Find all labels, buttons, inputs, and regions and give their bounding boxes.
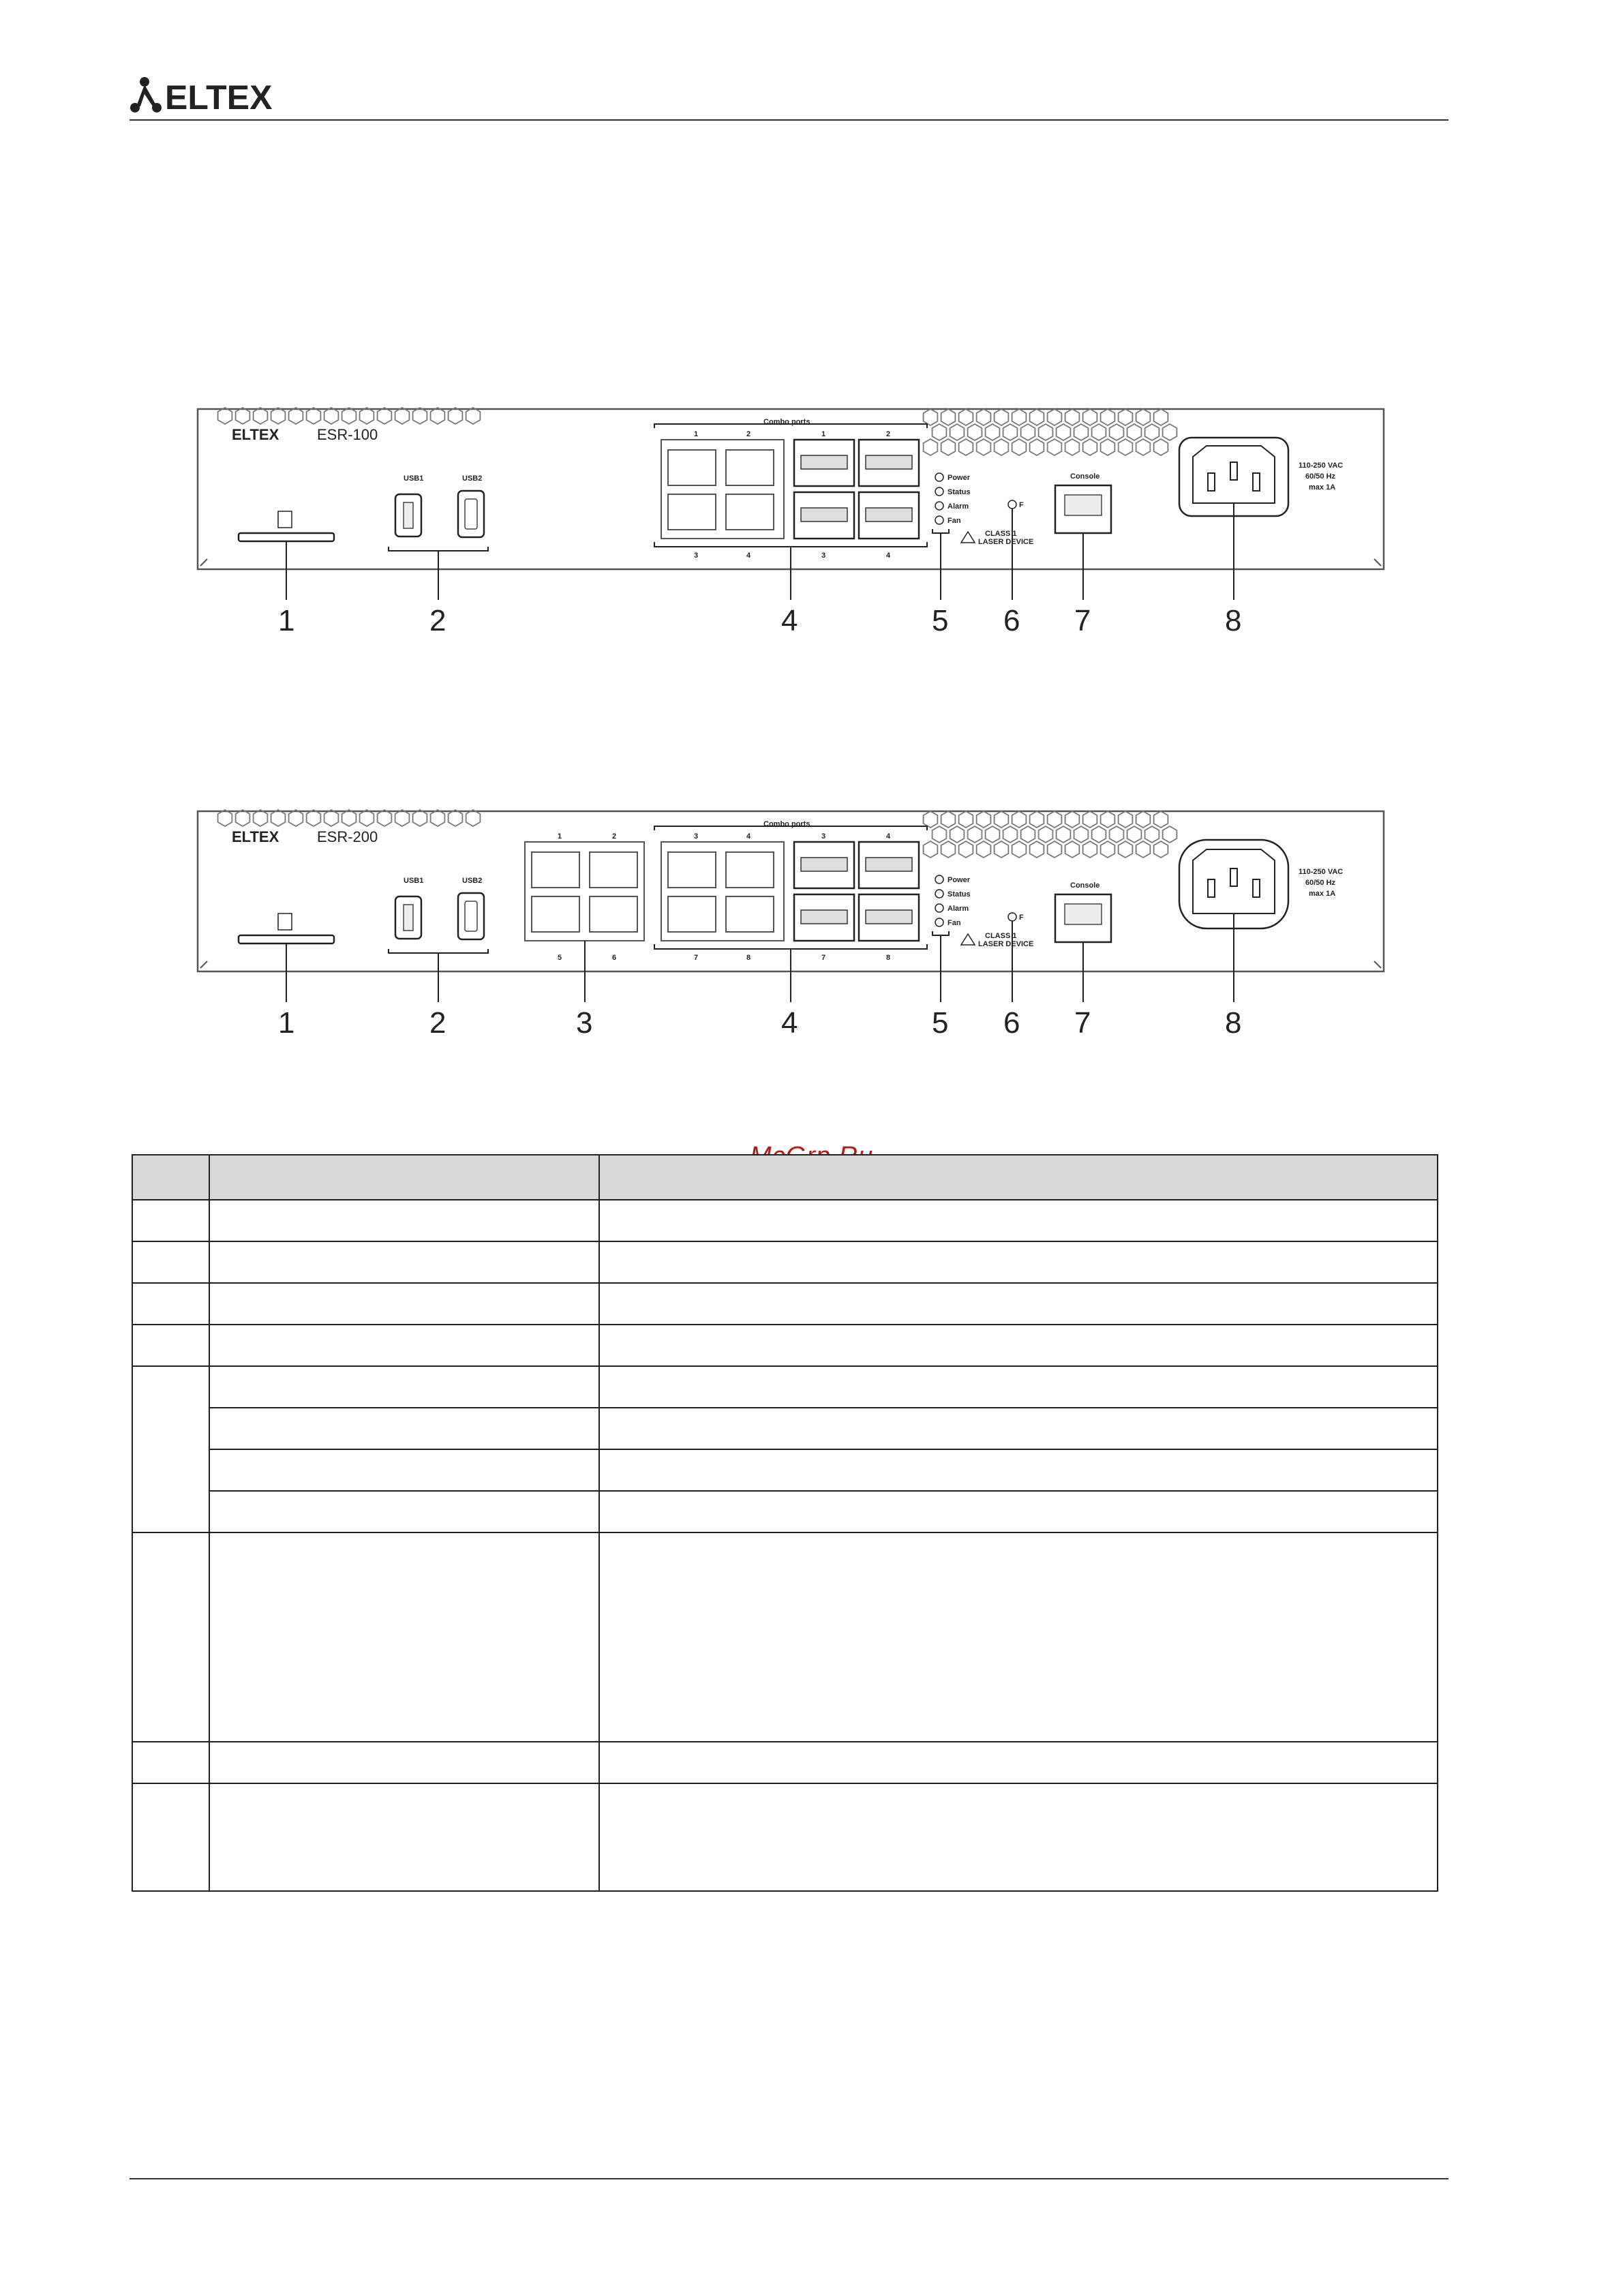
combo-top-num: 3	[821, 832, 826, 841]
power-spec-line: 110-250 VAC	[1299, 868, 1344, 876]
rj45-jack[interactable]	[668, 852, 716, 888]
table-cell	[599, 1155, 1438, 1200]
callout-number: 2	[429, 604, 446, 637]
table-cell	[599, 1532, 1438, 1742]
console-label: Console	[1070, 472, 1100, 481]
table-row	[132, 1325, 1438, 1366]
rj45-jack[interactable]	[668, 896, 716, 932]
table-cell	[132, 1200, 209, 1241]
laser-device-label: LASER DEVICE	[978, 940, 1034, 948]
power-led	[935, 473, 943, 481]
table-row	[132, 1200, 1438, 1241]
table-cell	[599, 1283, 1438, 1325]
table-cell	[132, 1241, 209, 1283]
reset-button[interactable]	[1008, 500, 1016, 509]
status-led	[935, 890, 943, 898]
table-row	[132, 1783, 1438, 1891]
combo-bottom-num: 8	[746, 954, 751, 962]
power-spec-line: max 1A	[1309, 483, 1336, 492]
panel-brand: ELTEX	[232, 828, 279, 845]
footer-rule	[130, 2178, 1448, 2179]
panel-brand: ELTEX	[232, 426, 279, 443]
eltex-logo	[130, 76, 307, 117]
combo-top-num: 2	[746, 430, 751, 438]
rj45-top-num: 2	[612, 832, 617, 841]
combo-title: Combo ports	[763, 418, 810, 426]
callout-number: 3	[576, 1006, 593, 1040]
combo-top-num: 4	[886, 832, 891, 841]
table-cell	[209, 1366, 599, 1408]
table-cell	[132, 1366, 209, 1532]
table-cell	[209, 1241, 599, 1283]
power-spec-line: 110-250 VAC	[1299, 462, 1344, 470]
callout-number: 4	[781, 604, 798, 637]
reset-label: F	[1019, 501, 1024, 509]
table-cell	[599, 1366, 1438, 1408]
rj45-jack[interactable]	[532, 896, 579, 932]
power-spec-line: max 1A	[1309, 890, 1336, 898]
led-label: Alarm	[947, 905, 969, 913]
table-cell	[209, 1408, 599, 1449]
table-cell	[599, 1325, 1438, 1366]
combo-top-num: 1	[821, 430, 826, 438]
table-cell	[209, 1532, 599, 1742]
laser-class-label: CLASS 1	[985, 932, 1017, 940]
usb2-port-tongue	[465, 499, 477, 529]
callout-number: 7	[1074, 1006, 1091, 1040]
fan-led	[935, 918, 943, 926]
rj45-top-num: 1	[558, 832, 562, 841]
table-cell	[599, 1241, 1438, 1283]
header-rule	[130, 119, 1448, 121]
esr100-front-panel	[191, 402, 1391, 648]
table-cell	[209, 1742, 599, 1783]
table-cell	[132, 1783, 209, 1891]
table-cell	[209, 1325, 599, 1366]
table-cell	[132, 1532, 209, 1742]
table-row	[132, 1241, 1438, 1283]
reset-button[interactable]	[1008, 913, 1016, 921]
callout-number: 5	[932, 1006, 949, 1040]
power-spec-line: 60/50 Hz	[1305, 472, 1336, 481]
table-cell	[209, 1491, 599, 1532]
usb2-label: USB2	[462, 877, 483, 885]
led-label: Power	[947, 474, 971, 482]
table-row	[132, 1408, 1438, 1449]
power-spec-line: 60/50 Hz	[1305, 879, 1336, 887]
table-cell	[209, 1449, 599, 1491]
status-led	[935, 487, 943, 496]
rj45-jack[interactable]	[726, 494, 774, 530]
led-label: Status	[947, 890, 971, 898]
table-row	[132, 1366, 1438, 1408]
combo-bottom-num: 7	[694, 954, 699, 962]
rj45-bottom-num: 5	[558, 954, 562, 962]
table-cell	[599, 1200, 1438, 1241]
table-row	[132, 1491, 1438, 1532]
rj45-jack[interactable]	[726, 896, 774, 932]
console-label: Console	[1070, 881, 1100, 890]
alarm-led	[935, 904, 943, 912]
combo-top-num: 2	[886, 430, 891, 438]
usb1-label: USB1	[404, 474, 424, 483]
table-cell	[209, 1155, 599, 1200]
callout-number: 1	[278, 1006, 295, 1040]
callout-number: 6	[1003, 1006, 1020, 1040]
led-label: Power	[947, 876, 971, 884]
panel-description-table	[132, 1154, 1438, 1892]
alarm-led	[935, 502, 943, 510]
rj45-jack[interactable]	[668, 494, 716, 530]
rj45-jack[interactable]	[726, 852, 774, 888]
callout-number: 8	[1225, 604, 1242, 637]
laser-class-label: CLASS 1	[985, 530, 1017, 538]
rj45-jack[interactable]	[726, 450, 774, 485]
table-header-row	[132, 1155, 1438, 1200]
callout-number: 6	[1003, 604, 1020, 637]
table-cell	[132, 1742, 209, 1783]
rj45-jack[interactable]	[668, 450, 716, 485]
combo-top-num: 4	[746, 832, 751, 841]
usb2-label: USB2	[462, 474, 483, 483]
table-cell	[209, 1283, 599, 1325]
table-cell	[132, 1325, 209, 1366]
laser-device-label: LASER DEVICE	[978, 538, 1034, 546]
rj45-bottom-num: 6	[612, 954, 617, 962]
table-row	[132, 1532, 1438, 1742]
table-cell	[132, 1283, 209, 1325]
led-label: Fan	[947, 919, 961, 927]
led-label: Fan	[947, 517, 961, 525]
table-cell	[599, 1783, 1438, 1891]
panel-model: ESR-100	[317, 426, 378, 443]
table-row	[132, 1742, 1438, 1783]
esr200-front-panel	[191, 804, 1391, 1050]
rj45-jack[interactable]	[532, 852, 579, 888]
combo-bottom-num: 4	[886, 552, 891, 560]
combo-top-num: 3	[694, 832, 699, 841]
combo-bottom-num: 8	[886, 954, 891, 962]
callout-number: 2	[429, 1006, 446, 1040]
panel-model: ESR-200	[317, 828, 378, 845]
callout-number: 8	[1225, 1006, 1242, 1040]
fan-led	[935, 516, 943, 524]
power-led	[935, 875, 943, 883]
table-cell	[599, 1449, 1438, 1491]
table-cell	[599, 1491, 1438, 1532]
table-cell	[599, 1742, 1438, 1783]
callout-number: 5	[932, 604, 949, 637]
led-label: Alarm	[947, 502, 969, 511]
eltex-logo-text: ELTEX	[165, 78, 273, 117]
combo-bottom-num: 7	[821, 954, 826, 962]
table-row	[132, 1283, 1438, 1325]
usb1-port-tongue	[404, 502, 413, 528]
callout-number: 7	[1074, 604, 1091, 637]
combo-title: Combo ports	[763, 820, 810, 828]
eltex-logo-mark	[130, 77, 162, 112]
led-label: Status	[947, 488, 971, 496]
rj45-jack[interactable]	[590, 896, 637, 932]
callout-number: 1	[278, 604, 295, 637]
table-cell	[132, 1155, 209, 1200]
combo-bottom-num: 4	[746, 552, 751, 560]
table-cell	[209, 1200, 599, 1241]
usb1-label: USB1	[404, 877, 424, 885]
table-cell	[209, 1783, 599, 1891]
table-row	[132, 1449, 1438, 1491]
table-cell	[599, 1408, 1438, 1449]
callout-number: 4	[781, 1006, 798, 1040]
combo-bottom-num: 3	[821, 552, 826, 560]
rj45-jack[interactable]	[590, 852, 637, 888]
reset-label: F	[1019, 913, 1024, 922]
combo-bottom-num: 3	[694, 552, 699, 560]
combo-top-num: 1	[694, 430, 699, 438]
